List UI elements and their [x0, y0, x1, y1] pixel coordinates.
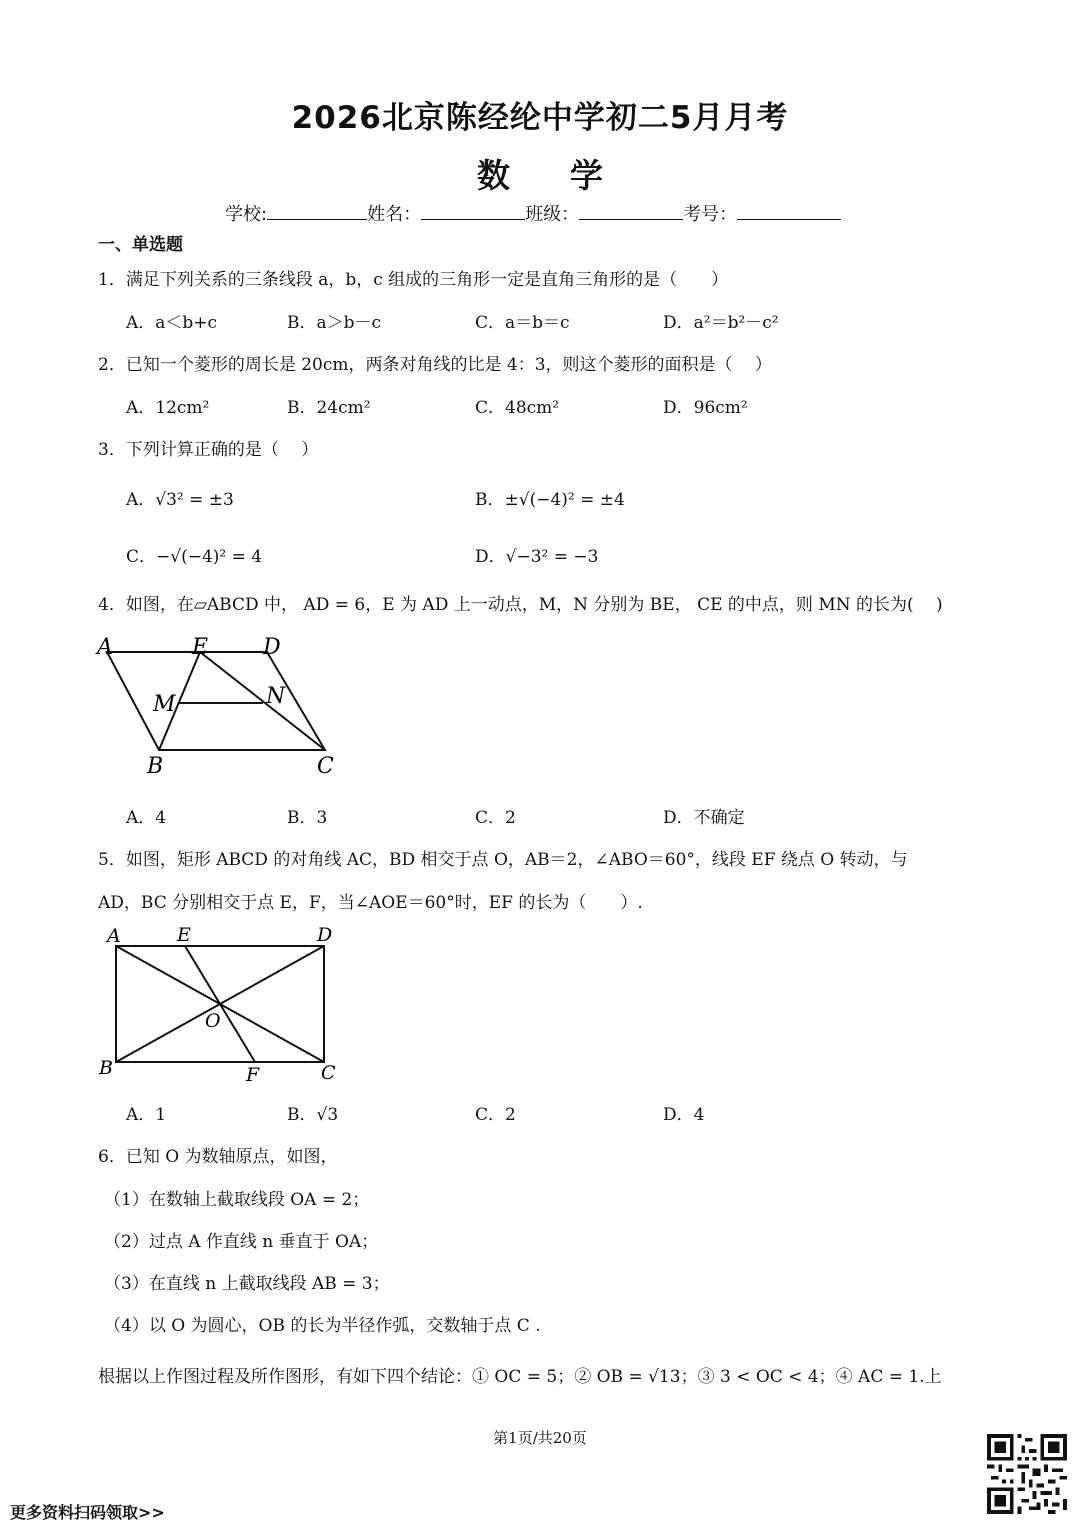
- q4-parallelogram-abcd: [107, 652, 325, 750]
- q4-option-c: C．2: [475, 808, 516, 828]
- q6-stem: 6．已知 O 为数轴原点，如图，: [98, 1147, 338, 1167]
- q5-option-d: D．4: [663, 1105, 705, 1125]
- section-title: 一、单选题: [98, 235, 183, 255]
- q4-label-m: M: [153, 692, 176, 717]
- q5-label-e: E: [177, 924, 191, 946]
- q5-label-c: C: [321, 1062, 336, 1084]
- number-label: 考号：: [683, 204, 738, 225]
- q4-segment-ec: [200, 652, 325, 750]
- student-info-line: [225, 200, 841, 226]
- q4-option-a: A．4: [126, 808, 167, 828]
- q2-option-b: B．24cm²: [287, 398, 371, 418]
- more-resources-link[interactable]: 更多资料扫码领取>>: [10, 1503, 165, 1522]
- number-blank: [737, 203, 841, 220]
- q5-label-o: O: [205, 1010, 221, 1032]
- q6-conclusion: 根据以上作图过程及所作图形，有如下四个结论：① OC = 5；② OB = √13；③ 3 < OC < 4；④ AC = 1.上: [98, 1367, 942, 1387]
- school-blank: [267, 203, 367, 220]
- q4-option-b: B．3: [287, 808, 328, 828]
- q3-option-c: C．−√(−4)² = 4: [126, 547, 263, 567]
- q4-label-c: C: [317, 754, 334, 779]
- q2-stem: 2．已知一个菱形的周长是 20cm，两条对角线的比是 4：3，则这个菱形的面积是（ ）: [98, 355, 772, 375]
- q5-stem-line2: AD，BC 分别相交于点 E，F，当∠AOE＝60°时，EF 的长为（ ）.: [98, 893, 643, 913]
- name-blank: [421, 203, 525, 220]
- q1-option-a: A．a＜b+c: [126, 313, 218, 333]
- q4-label-a: A: [97, 635, 113, 660]
- q2-option-a: A．12cm²: [126, 398, 210, 418]
- q5-label-b: B: [99, 1057, 113, 1079]
- q5-rectangle-figure: [95, 922, 355, 1087]
- q2-option-d: D．96cm²: [663, 398, 748, 418]
- q6-step-1: （1）在数轴上截取线段 OA = 2；: [104, 1190, 370, 1210]
- q5-option-a: A．1: [126, 1105, 167, 1125]
- q4-stem: 4．如图，在▱ABCD 中， AD = 6，E 为 AD 上一动点，M，N 分别为 BE， CE 的中点，则 MN 的长为( ): [98, 595, 943, 615]
- q5-label-a: A: [107, 925, 121, 947]
- q4-label-n: N: [266, 684, 286, 709]
- name-label: 姓名：: [367, 204, 422, 225]
- class-blank: [579, 203, 683, 220]
- q3-option-b: B．±√(−4)² = ±4: [475, 490, 625, 510]
- q1-stem: 1．满足下列关系的三条线段 a，b，c 组成的三角形一定是直角三角形的是（ ）: [98, 270, 729, 290]
- q5-segment-ef: [185, 946, 255, 1062]
- q5-stem-line1: 5．如图，矩形 ABCD 的对角线 AC，BD 相交于点 O，AB＝2，∠ABO＝60°，线段 EF 绕点 O 转动，与: [98, 850, 908, 870]
- q4-label-d: D: [263, 635, 281, 660]
- q1-option-b: B．a＞b－c: [287, 313, 382, 333]
- page-number: 第1页/共20页: [493, 1429, 587, 1447]
- q4-label-b: B: [147, 754, 164, 779]
- q5-label-d: D: [317, 924, 333, 946]
- class-label: 班级：: [525, 204, 580, 225]
- q2-option-c: C．48cm²: [475, 398, 560, 418]
- subject-title: 数学: [477, 156, 663, 195]
- q6-step-4: （4）以 O 为圆心，OB 的长为半径作弧，交数轴于点 C .: [104, 1316, 541, 1336]
- q1-option-d: D．a²＝b²－c²: [663, 313, 779, 333]
- q5-label-f: F: [246, 1064, 260, 1086]
- q6-step-2: （2）过点 A 作直线 n 垂直于 OA；: [104, 1232, 379, 1252]
- q6-step-3: （3）在直线 n 上截取线段 AB = 3；: [104, 1274, 390, 1294]
- q5-option-b: B．√3: [287, 1105, 339, 1125]
- q3-option-d: D．√−3² = −3: [475, 547, 599, 567]
- q4-parallelogram-figure: [95, 630, 345, 780]
- qr-code-icon[interactable]: [987, 1434, 1067, 1514]
- q5-option-c: C．2: [475, 1105, 516, 1125]
- q3-stem: 3．下列计算正确的是（ ）: [98, 440, 319, 460]
- exam-title: 2026北京陈经纶中学初二5月月考: [291, 100, 789, 136]
- q3-option-a: A．√3² = ±3: [126, 490, 234, 510]
- q1-option-c: C．a＝b＝c: [475, 313, 570, 333]
- q4-label-e: E: [192, 635, 209, 660]
- q4-option-d: D．不确定: [663, 808, 745, 828]
- school-label: 学校:: [225, 204, 268, 225]
